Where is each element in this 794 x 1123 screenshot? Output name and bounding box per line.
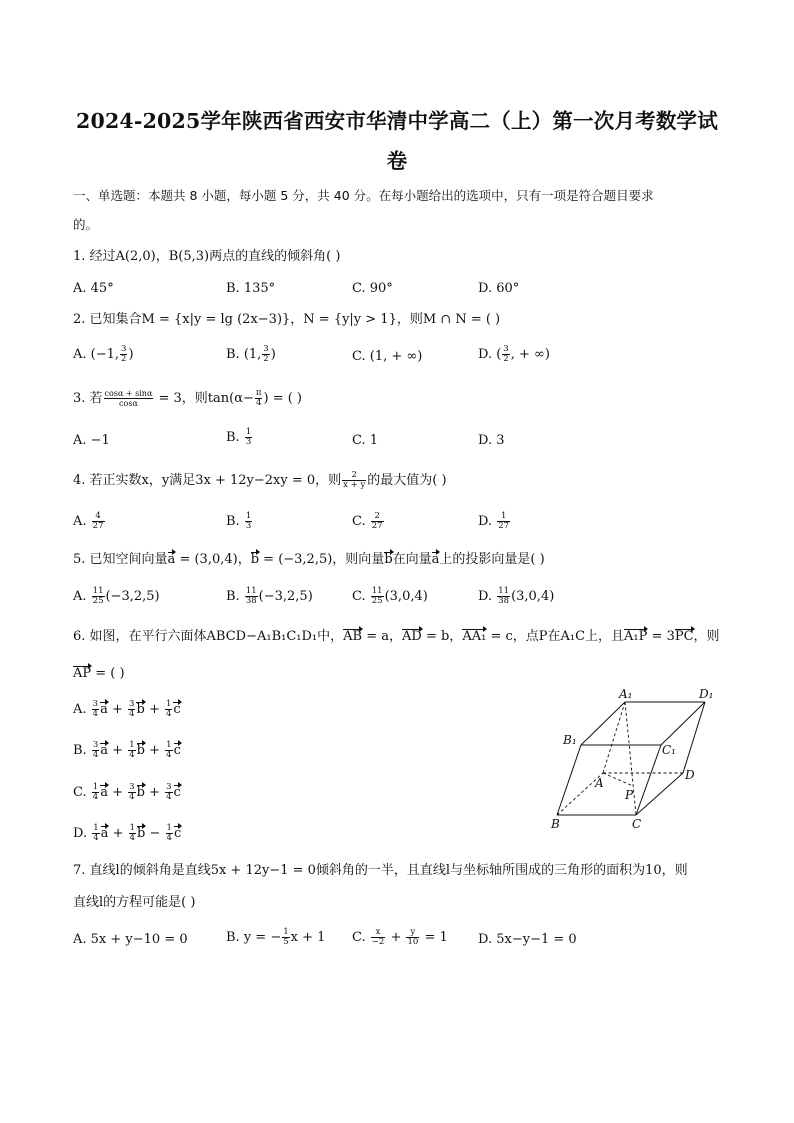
q2-option-c: C. (1, + ∞) bbox=[352, 349, 423, 364]
question-1-stem: 1. 经过A(2,0)，B(5,3)两点的直线的倾斜角( ) bbox=[73, 249, 341, 264]
q7-option-a: A. 5x + y−10 = 0 bbox=[73, 932, 188, 947]
q3-option-b: B. $\frac{1}{3}$ bbox=[226, 427, 252, 447]
q7-option-b: B. y = − $\frac{1}{5}$ x + 1 bbox=[226, 927, 326, 947]
q2-option-a: A. (−1, $\frac{3}{2}$ ) bbox=[73, 344, 134, 364]
label-c1: C₁ bbox=[662, 743, 676, 757]
q4-option-c: C. $\frac{2}{27}$ bbox=[352, 511, 383, 531]
edge-b1-b bbox=[557, 745, 581, 815]
q5-option-d: D. $\frac{11}{38}$ (3,0,4) bbox=[478, 586, 555, 606]
q1-option-d: D. 60° bbox=[478, 281, 520, 296]
question-6-stem-cont: AP = ( ) bbox=[73, 666, 125, 681]
label-b1: B₁ bbox=[563, 733, 577, 747]
label-d: D bbox=[685, 768, 695, 782]
q7-option-d: D. 5x−y−1 = 0 bbox=[478, 932, 577, 947]
q2-option-d: D. ( $\frac{3}{2}$ , + ∞) bbox=[478, 344, 550, 364]
question-7-stem: 7. 直线l的倾斜角是直线5x + 12y−1 = 0倾斜角的一半，且直线l与坐标轴所围成的三角形的面积为10，则 bbox=[73, 863, 688, 878]
parallelepiped-figure bbox=[548, 685, 723, 835]
label-a: A bbox=[595, 776, 604, 790]
q3-option-d: D. 3 bbox=[478, 433, 505, 448]
page-title-line-2: 卷 bbox=[386, 149, 408, 173]
label-a1: A₁ bbox=[619, 687, 633, 701]
q6-option-c: C. $\frac{1}{4}$ a + $\frac{3}{4}$ b + $\frac{3}{4}$ c bbox=[73, 782, 181, 802]
label-c: C bbox=[632, 817, 642, 831]
q7-option-c: C. $\frac{x}{-2}$ + $\frac{y}{10}$ = 1 bbox=[352, 927, 448, 947]
q5-option-c: C. $\frac{11}{25}$ (3,0,4) bbox=[352, 586, 428, 606]
q1-option-a: A. 45° bbox=[73, 281, 114, 296]
section-heading-cont: 的。 bbox=[73, 217, 99, 232]
question-7-stem-cont: 直线l的方程可能是( ) bbox=[73, 895, 196, 910]
q6-option-a: A. $\frac{3}{4}$ a + $\frac{3}{4}$ b + $\frac{1}{4}$ c bbox=[73, 699, 181, 719]
hidden-segment-a-p bbox=[603, 773, 633, 786]
q1-option-c: C. 90° bbox=[352, 281, 393, 296]
q4-option-d: D. $\frac{1}{27}$ bbox=[478, 511, 510, 531]
q3-option-c: C. 1 bbox=[352, 433, 379, 448]
question-6-stem: 6. 如图，在平行六面体ABCD−A₁B₁C₁D₁中，AB = a，AD = b，AA₁ = c，点P在A₁C上，且A₁P = 3PC，则 bbox=[73, 629, 720, 644]
q3-option-a: A. −1 bbox=[73, 433, 110, 448]
question-4-stem: 4. 若正实数x，y满足3x + 12y−2xy = 0，则 $\frac{2}{x + y}$ 的最大值为( ) bbox=[73, 470, 447, 490]
q4-option-b: B. $\frac{1}{3}$ bbox=[226, 511, 252, 531]
question-5-stem: 5. 已知空间向量a = (3,0,4)，b = (−3,2,5)，则向量b在向量a上的投影向量是( ) bbox=[73, 552, 545, 567]
page-title-line-1: 2024-2025学年陕西省西安市华清中学高二（上）第一次月考数学试 bbox=[76, 109, 718, 133]
label-d1: D₁ bbox=[699, 687, 714, 701]
q2-option-b: B. (1, $\frac{3}{2}$ ) bbox=[226, 344, 276, 364]
q5-option-b: B. $\frac{11}{38}$ (−3,2,5) bbox=[226, 586, 313, 606]
q4-option-a: A. $\frac{4}{27}$ bbox=[73, 511, 104, 531]
question-3-stem: 3. 若 $\frac{\cos\alpha + \sin\alpha}{\cos\alpha}$ = 3，则tan(α− $\frac{\pi}{4}$ ) = ( ) bbox=[73, 388, 302, 408]
q1-option-b: B. 135° bbox=[226, 281, 276, 296]
q5-option-a: A. $\frac{11}{25}$ (−3,2,5) bbox=[73, 586, 160, 606]
q6-option-b: B. $\frac{3}{4}$ a + $\frac{1}{4}$ b + $\frac{1}{4}$ c bbox=[73, 740, 181, 760]
label-p: P bbox=[625, 788, 634, 802]
question-2-stem: 2. 已知集合M = {x|y = lg (2x−3)}，N = {y|y > 1}，则M ∩ N = ( ) bbox=[73, 312, 501, 327]
label-b: B bbox=[551, 817, 560, 831]
q6-option-d: D. $\frac{1}{4}$ a + $\frac{1}{4}$ b − $\frac{1}{4}$ c bbox=[73, 823, 182, 843]
section-heading: 一、单选题：本题共 8 小题，每小题 5 分，共 40 分。在每小题给出的选项中，只有一项是符合题目要求 bbox=[73, 188, 654, 203]
